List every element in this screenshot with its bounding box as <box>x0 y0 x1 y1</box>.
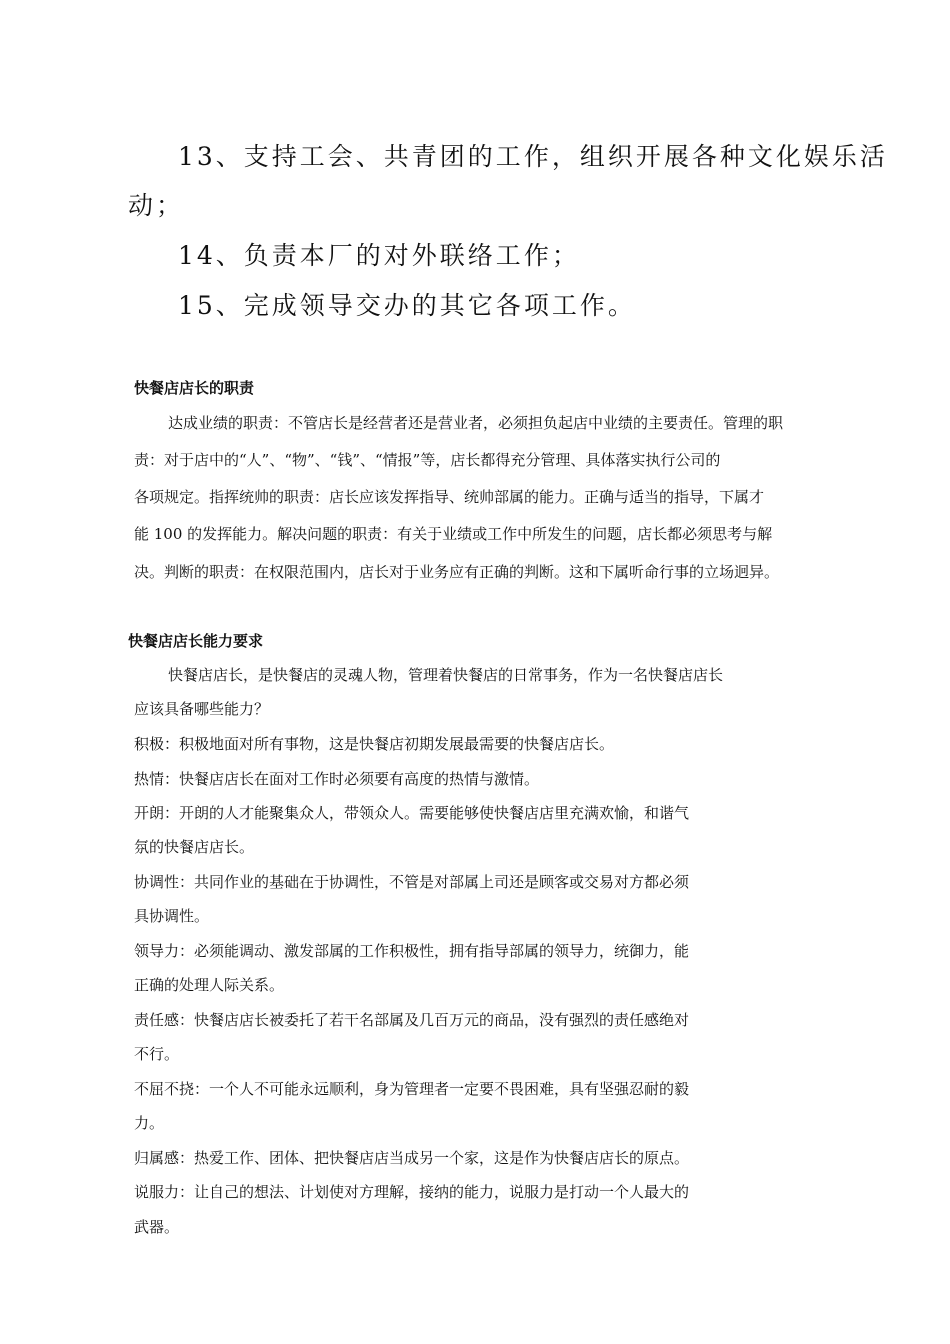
section2-line-10: 正确的处理人际关系。 <box>134 976 285 994</box>
section1-line-3: 各项规定。指挥统帅的职责：店长应该发挥指导、统帅部属的能力。正确与适当的指导，下属才 <box>134 488 765 506</box>
section2-line-16: 说服力：让自己的想法、计划使对方理解，接纳的能力，说服力是打动一个人最大的 <box>134 1183 690 1201</box>
section2-line-2: 应该具备哪些能力？ <box>134 700 270 718</box>
section1-title: 快餐店店长的职责 <box>134 379 255 397</box>
section2-line-11: 责任感：快餐店店长被委托了若干名部属及几百万元的商品，没有强烈的责任感绝对 <box>134 1011 690 1029</box>
list-item-13-line2: 动； <box>128 191 185 220</box>
section2-line-8: 具协调性。 <box>134 907 210 925</box>
list-item-13-line1: 13、支持工会、共青团的工作，组织开展各种文化娱乐活 <box>178 142 888 171</box>
section2-line-15: 归属感：热爱工作、团体、把快餐店店当成另一个家，这是作为快餐店店长的原点。 <box>134 1149 690 1167</box>
section2-line-17: 武器。 <box>134 1218 180 1236</box>
section2-line-5: 开朗：开朗的人才能聚集众人，带领众人。需要能够使快餐店店里充满欢愉，和谐气 <box>134 804 690 822</box>
list-item-15: 15、完成领导交办的其它各项工作。 <box>178 291 636 320</box>
section2-line-3: 积极：积极地面对所有事物，这是快餐店初期发展最需要的快餐店店长。 <box>134 735 615 753</box>
section2-line-1: 快餐店店长，是快餐店的灵魂人物，管理着快餐店的日常事务，作为一名快餐店店长 <box>168 666 724 684</box>
section2-line-14: 力。 <box>134 1114 165 1132</box>
section2-line-6: 氛的快餐店店长。 <box>134 838 255 856</box>
section1-line-4: 能 100 的发挥能力。解决问题的职责：有关于业绩或工作中所发生的问题，店长都必须思考与解 <box>134 525 773 543</box>
section1-line-2: 责：对于店中的“人”、“物”、“钱”、“情报”等，店长都得充分管理、具体落实执行公司的 <box>134 451 721 469</box>
section2-line-12: 不行。 <box>134 1045 180 1063</box>
section2-line-7: 协调性：共同作业的基础在于协调性，不管是对部属上司还是顾客或交易对方都必须 <box>134 873 690 891</box>
section1-line-1: 达成业绩的职责：不管店长是经营者还是营业者，必须担负起店中业绩的主要责任。管理的职 <box>168 414 784 432</box>
section2-line-9: 领导力：必须能调动、激发部属的工作积极性，拥有指导部属的领导力，统御力，能 <box>134 942 690 960</box>
section2-title: 快餐店店长能力要求 <box>128 632 264 650</box>
section2-line-13: 不屈不挠：一个人不可能永远顺利，身为管理者一定要不畏困难，具有坚强忍耐的毅 <box>134 1080 690 1098</box>
section1-line-5: 决。判断的职责：在权限范围内，店长对于业务应有正确的判断。这和下属听命行事的立场迥异。 <box>134 563 780 581</box>
list-item-14: 14、负责本厂的对外联络工作； <box>178 241 580 270</box>
section2-line-4: 热情：快餐店店长在面对工作时必须要有高度的热情与激情。 <box>134 770 540 788</box>
